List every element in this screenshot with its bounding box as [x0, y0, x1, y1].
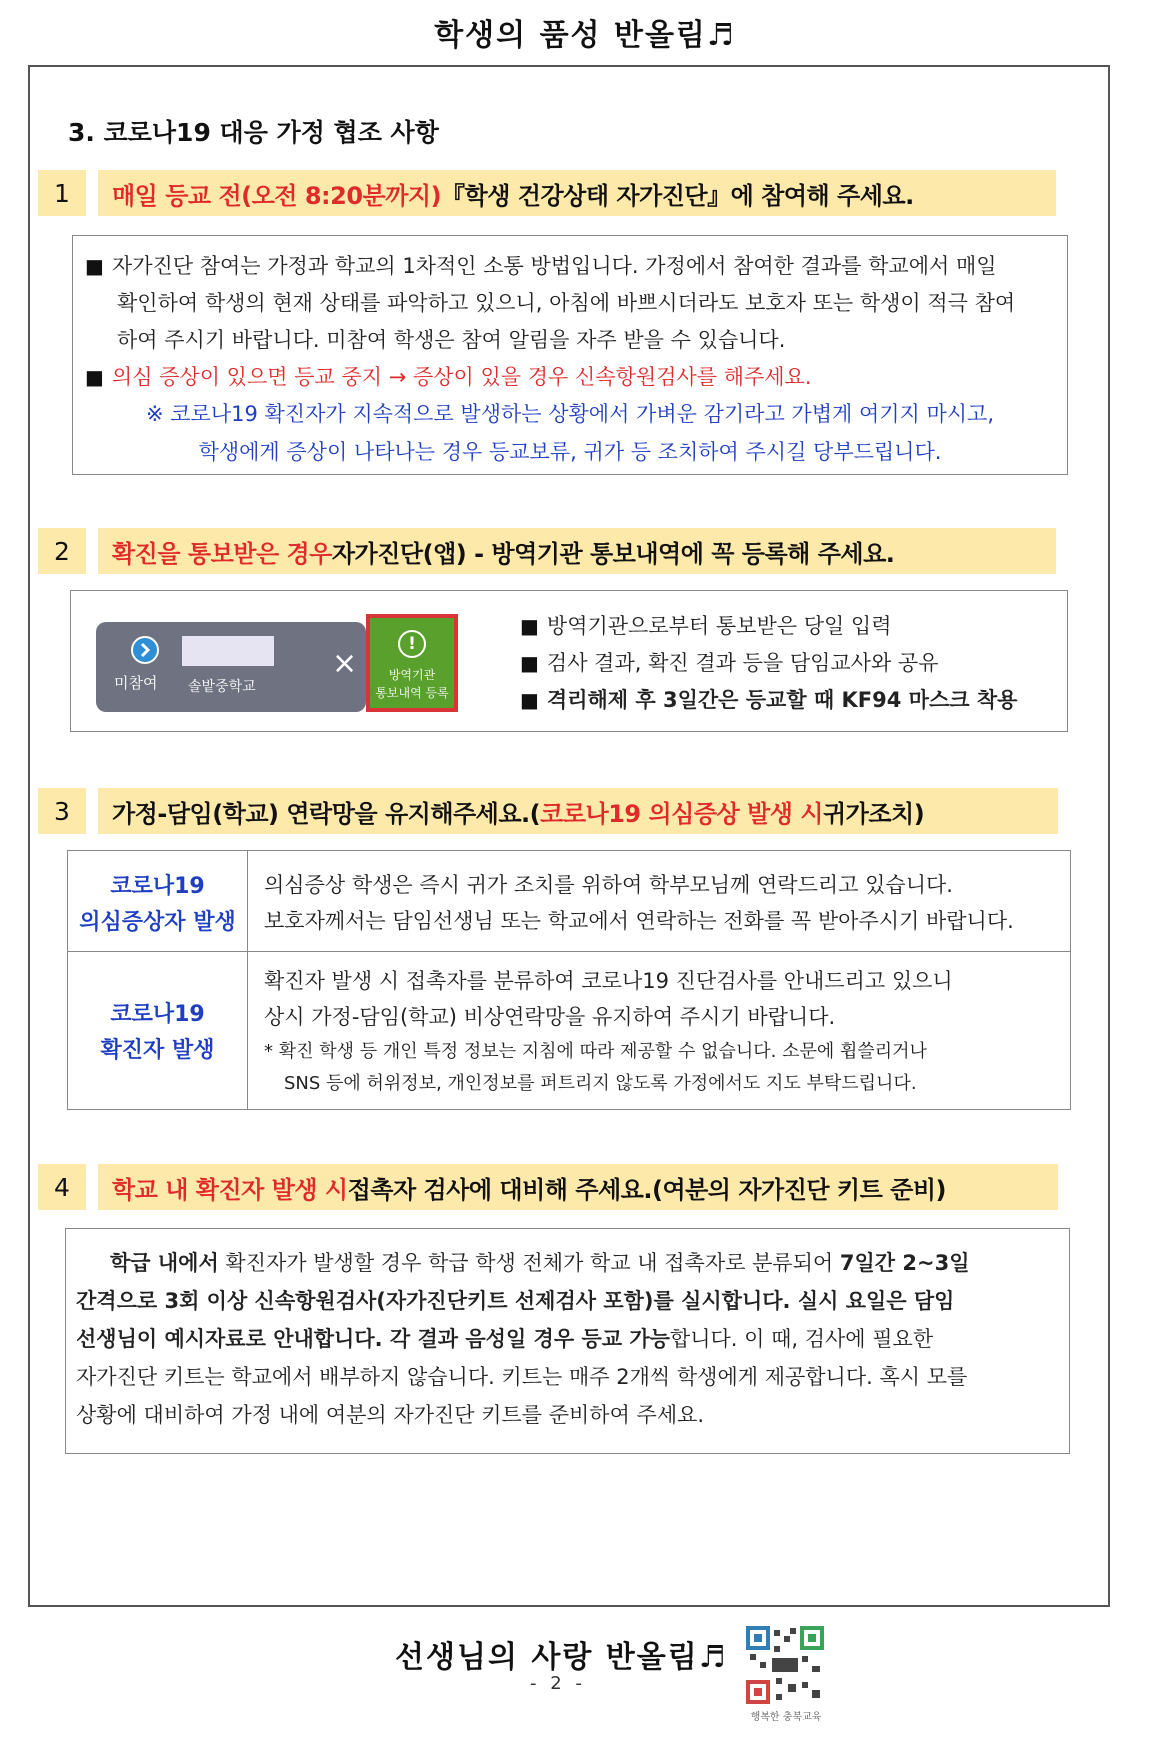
item2-band [38, 528, 1056, 574]
item2-title-rest: 자가진단(앱) - 방역기관 통보내역에 꼭 등록해 주세요. [331, 539, 895, 568]
app-school-name: 솔밭중학교 [188, 679, 256, 695]
item3-band [38, 788, 1058, 834]
item2-title-red: 확진을 통보받은 경우 [112, 539, 332, 568]
row1-text-1: 의심증상 학생은 즉시 귀가 조치를 위하여 학부모님께 연락드리고 있습니다. [264, 873, 953, 897]
square-bullet-icon: ■ [520, 651, 539, 675]
register-notification-button[interactable] [366, 614, 458, 712]
page-header-title: 학생의 품성 반올림♬ [434, 18, 736, 53]
item4-box [65, 1228, 1070, 1454]
item4-line-1-bold-b: 7일간 2~3일 [839, 1251, 970, 1275]
item4-line-1 [110, 1247, 970, 1277]
item1-title-rest: 『학생 건강상태 자가진단』에 참여해 주세요. [441, 181, 914, 210]
item3-title-start: 가정-담임(학교) 연락망을 유지해주세요.( [112, 799, 541, 828]
item4-title [98, 1164, 1058, 1210]
item2-bullet-2 [520, 647, 939, 677]
item4-line-5: 상황에 대비하여 가정 내에 여분의 자가진단 키트를 준비하여 주세요. [76, 1403, 705, 1427]
item1-title-red: 매일 등교 전(오전 8:20분까지) [112, 181, 442, 210]
item4-title-rest: 접촉자 검사에 대비해 주세요.(여분의 자가진단 키트 준비) [347, 1175, 946, 1204]
item1-note-2: 학생에게 증상이 나타나는 경우 등교보류, 귀가 등 조치하여 주시길 당부드립니다. [198, 440, 942, 464]
row1-label-1: 코로나19 [110, 874, 205, 899]
app-status-label: 미참여 [114, 674, 158, 692]
item1-box [72, 235, 1068, 475]
register-button-line2: 통보내역 등록 [375, 686, 449, 700]
square-bullet-icon: ■ [85, 365, 104, 389]
row2-label-1: 코로나19 [110, 1002, 205, 1027]
item4-title-red: 학교 내 확진자 발생 시 [112, 1175, 348, 1204]
square-bullet-icon: ■ [85, 254, 104, 278]
item3-title-end: 귀가조치) [822, 799, 925, 828]
app-status-card [96, 622, 366, 712]
redacted-name-block [182, 636, 274, 666]
item4-line-1-bold-a: 학급 내에서 [110, 1251, 219, 1275]
row2-text-1: 확진자 발생 시 접촉자를 분류하여 코로나19 진단검사를 안내드리고 있으니 [264, 969, 953, 993]
row2-note-1: * 확진 학생 등 개인 특정 정보는 지침에 따라 제공할 수 없습니다. 소문에 휩쓸리거나 [264, 1041, 927, 1062]
register-button-line1: 방역기관 [388, 668, 436, 682]
item4-band [38, 1164, 1058, 1210]
item1-band [38, 170, 1056, 216]
item1-line-1 [85, 250, 997, 280]
row2-text-2: 상시 가정-담임(학교) 비상연락망을 유지하여 주시기 바랍니다. [264, 1005, 836, 1029]
item1-text-1: 자가진단 참여는 가정과 학교의 1차적인 소통 방법입니다. 가정에서 참여한 결과를 학교에서 매일 [111, 254, 997, 278]
item1-line-3: 하여 주시기 바랍니다. 미참여 학생은 참여 알림을 자주 받을 수 있습니다. [117, 328, 786, 352]
row1-text-2: 보호자께서는 담임선생님 또는 학교에서 연락하는 전화를 꼭 받아주시기 바랍니다. [264, 909, 1014, 933]
qr-caption: 행복한 충북교육 [750, 1712, 822, 1723]
item3-title-red: 코로나19 의심증상 발생 시 [540, 799, 823, 828]
contact-table [67, 850, 1071, 1110]
item1-red-text: 의심 증상이 있으면 등교 중지 → 증상이 있을 경우 신속항원검사를 해주세요. [111, 365, 812, 389]
section-title: 3. 코로나19 대응 가정 협조 사항 [68, 118, 439, 147]
item1-note-1: ※ 코로나19 확진자가 지속적으로 발생하는 상황에서 가벼운 감기라고 가볍게 여기지 마시고, [145, 402, 995, 426]
qr-code-icon [746, 1626, 824, 1704]
item2-number: 2 [38, 528, 86, 574]
item2-title [98, 528, 1056, 574]
item2-bullet-3 [520, 684, 1017, 714]
item4-line-3-bold: 선생님이 예시자료로 안내합니다. 각 결과 음성일 경우 등교 가능 [76, 1327, 670, 1351]
alert-circle-icon: ! [398, 630, 426, 658]
item4-line-2: 간격으로 3회 이상 신속항원검사(자가진단키트 선제검사 포함)를 실시합니다. 실시 요일은 담임 [76, 1289, 955, 1313]
item2-bullet-3-text: 격리해제 후 3일간은 등교할 때 KF94 마스크 착용 [546, 688, 1018, 712]
footer-title: 선생님의 사랑 반올림♬ [395, 1640, 728, 1675]
table-divider-horizontal [68, 951, 1070, 952]
item4-number: 4 [38, 1164, 86, 1210]
item2-bullet-1 [520, 610, 892, 640]
item3-title [98, 788, 1058, 834]
item1-number: 1 [38, 170, 86, 216]
row2-note-2: SNS 등에 허위정보, 개인정보를 퍼트리지 않도록 가정에서도 지도 부탁드립니다. [284, 1073, 917, 1094]
row2-label-2: 확진자 발생 [100, 1038, 215, 1063]
item4-line-3 [76, 1323, 933, 1353]
item4-line-1-normal: 확진자가 발생할 경우 학급 학생 전체가 학교 내 접촉자로 분류되어 [218, 1251, 840, 1275]
item4-line-3-normal: 합니다. 이 때, 검사에 필요한 [669, 1327, 934, 1351]
item1-title [98, 170, 1056, 216]
item1-red-line [85, 361, 812, 391]
item3-number: 3 [38, 788, 86, 834]
item2-bullet-2-text: 검사 결과, 확진 결과 등을 담임교사와 공유 [546, 651, 939, 675]
table-divider-vertical [247, 851, 248, 1109]
row1-label-2: 의심증상자 발생 [79, 910, 236, 935]
square-bullet-icon: ■ [520, 614, 539, 638]
item4-line-4: 자가진단 키트는 학교에서 배부하지 않습니다. 키트는 매주 2개씩 학생에게 제공합니다. 혹시 모를 [76, 1365, 968, 1389]
chevron-right-circle-icon [131, 636, 159, 664]
item2-bullet-1-text: 방역기관으로부터 통보받은 당일 입력 [546, 614, 892, 638]
square-bullet-icon: ■ [520, 688, 539, 712]
item1-line-2: 확인하여 학생의 현재 상태를 파악하고 있으니, 아침에 바쁘시더라도 보호자 또는 학생이 적극 참여 [117, 291, 1016, 315]
page-number: - 2 - [530, 1673, 586, 1694]
close-icon[interactable]: × [332, 646, 358, 681]
